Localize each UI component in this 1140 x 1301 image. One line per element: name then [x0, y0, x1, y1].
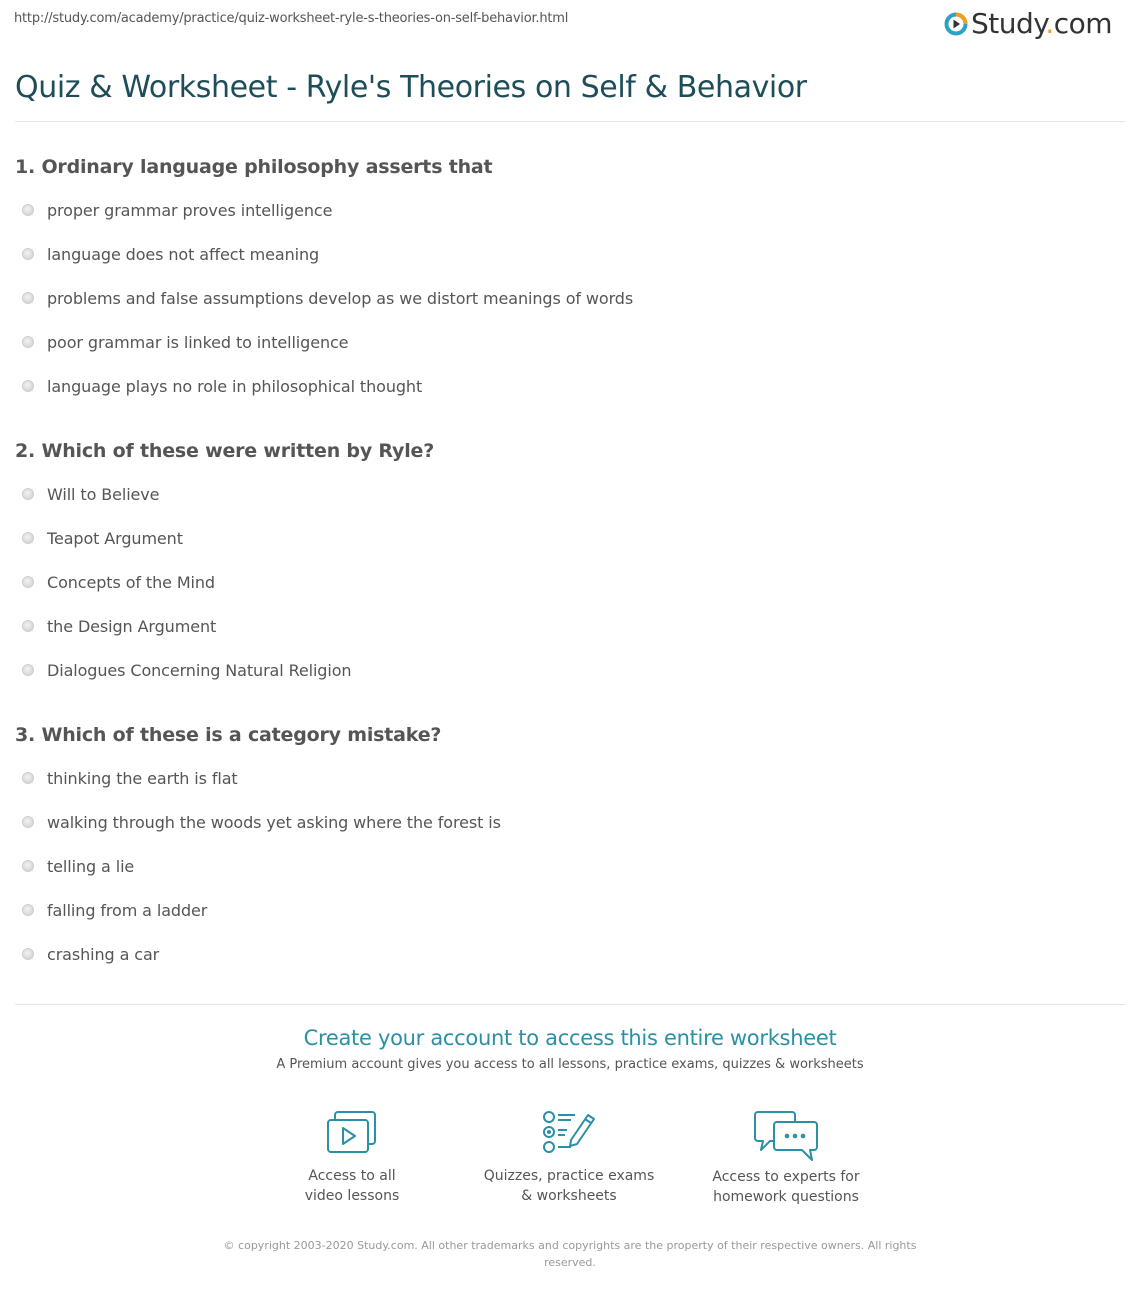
section-divider	[15, 1004, 1125, 1005]
answer-option[interactable]: falling from a ladder	[22, 900, 207, 920]
radio-button[interactable]	[22, 248, 34, 260]
answer-option[interactable]: Dialogues Concerning Natural Religion	[22, 660, 351, 680]
premium-description: A Premium account gives you access to all lessons, practice exams, quizzes & worksheets	[276, 1057, 864, 1072]
radio-button[interactable]	[22, 380, 34, 392]
radio-button[interactable]	[22, 292, 34, 304]
radio-button[interactable]	[22, 336, 34, 348]
feature-experts: Access to experts for homework questions	[696, 1110, 876, 1207]
radio-button[interactable]	[22, 664, 34, 676]
answer-option[interactable]: language plays no role in philosophical thought	[22, 376, 422, 396]
chat-bubbles-icon	[754, 1110, 818, 1162]
play-circle-logo-icon	[944, 12, 968, 36]
question-3: 3. Which of these is a category mistake?	[15, 724, 442, 746]
radio-button[interactable]	[22, 772, 34, 784]
title-divider	[15, 121, 1125, 122]
question-1: 1. Ordinary language philosophy asserts that	[15, 156, 493, 178]
answer-option[interactable]: crashing a car	[22, 944, 159, 964]
page-title: Quiz & Worksheet - Ryle's Theories on Self & Behavior	[15, 70, 807, 105]
quiz-checklist-icon	[541, 1110, 597, 1156]
radio-button[interactable]	[22, 488, 34, 500]
answer-option[interactable]: telling a lie	[22, 856, 134, 876]
feature-video-lessons: Access to all video lessons	[262, 1110, 442, 1206]
question-2: 2. Which of these were written by Ryle?	[15, 440, 435, 462]
radio-button[interactable]	[22, 532, 34, 544]
radio-button[interactable]	[22, 816, 34, 828]
study-logo[interactable]	[944, 8, 1112, 40]
answer-option[interactable]: poor grammar is linked to intelligence	[22, 332, 348, 352]
answer-option[interactable]: Teapot Argument	[22, 528, 183, 548]
answer-option[interactable]: thinking the earth is flat	[22, 768, 238, 788]
copyright-notice: © copyright 2003-2020 Study.com. All other trademarks and copyrights are the property of their respective owners. All rights reserved.	[223, 1239, 917, 1269]
answer-option[interactable]: proper grammar proves intelligence	[22, 200, 332, 220]
answer-option[interactable]: problems and false assumptions develop as we distort meanings of words	[22, 288, 633, 308]
radio-button[interactable]	[22, 576, 34, 588]
radio-button[interactable]	[22, 620, 34, 632]
create-account-link[interactable]: Create your account to access this entire worksheet	[303, 1026, 837, 1050]
answer-option[interactable]: Will to Believe	[22, 484, 159, 504]
logo-text: Study.com	[971, 7, 1113, 40]
answer-option[interactable]: Concepts of the Mind	[22, 572, 215, 592]
answer-option[interactable]: the Design Argument	[22, 616, 216, 636]
answer-option[interactable]: walking through the woods yet asking where the forest is	[22, 812, 501, 832]
radio-button[interactable]	[22, 904, 34, 916]
radio-button[interactable]	[22, 860, 34, 872]
video-lessons-icon	[326, 1110, 378, 1156]
answer-option[interactable]: language does not affect meaning	[22, 244, 319, 264]
page-url: http://study.com/academy/practice/quiz-worksheet-ryle-s-theories-on-self-behavior.html	[14, 11, 569, 26]
radio-button[interactable]	[22, 204, 34, 216]
feature-quizzes: Quizzes, practice exams & worksheets	[479, 1110, 659, 1206]
radio-button[interactable]	[22, 948, 34, 960]
